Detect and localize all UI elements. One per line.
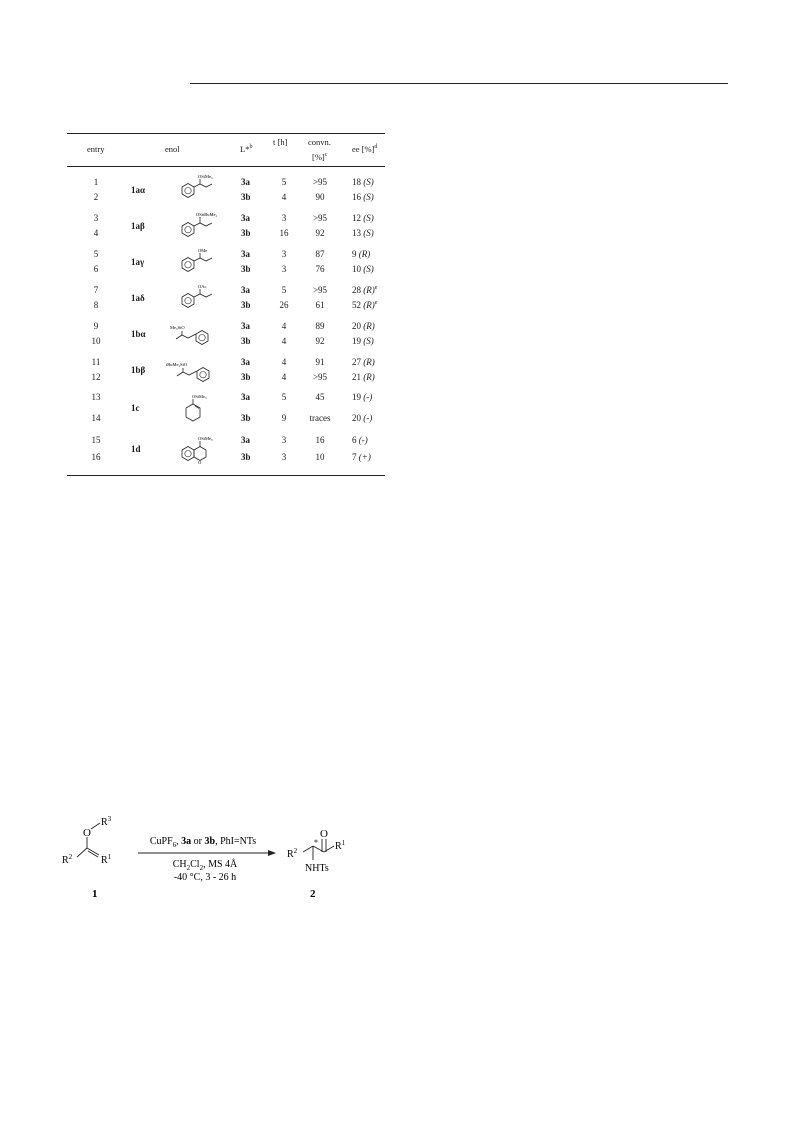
ee-value: 20 [352,413,361,423]
cell-time: 9 [281,413,287,423]
ee-configuration: (-) [363,413,373,423]
ee-value: 7 [352,452,357,462]
cell-entry: 1 [93,177,99,187]
structure-1a-delta [172,281,230,311]
ee-value: 9 [352,249,357,259]
cell-time: 3 [281,249,287,259]
reactant-1 [62,815,112,900]
ee-configuration: (+) [358,452,371,462]
substituent-label: OSiMe₃ [198,436,213,441]
substituent-label: OSiMe₃ [192,394,207,399]
cell-time: 4 [281,192,287,202]
enol-label: 1aβ [131,221,145,231]
cell-conversion: 90 [315,192,325,202]
cell-ligand: 3b [241,372,251,382]
ee-value: 21 [352,372,361,382]
cell-conversion: >95 [312,285,328,295]
cell-ligand: 3b [241,452,251,462]
cell-time: 26 [279,300,289,310]
enol-label: 1c [131,403,140,413]
temperature-time-text: -40 °C, 3 - 26 h [173,872,237,883]
ee-configuration: (R) [363,321,375,331]
reactant-r2: $R^2$ [62,853,73,866]
substituent-label: Me₃SiO [170,325,185,330]
cell-entry: 9 [93,321,99,331]
ee-value: 28 [352,285,361,295]
cell-ligand: 3b [241,228,251,238]
ee-configuration: (S) [363,177,374,187]
cell-entry: 15 [91,435,101,445]
cell-ligand: 3a [241,321,250,331]
structure-1b-alpha [168,322,230,348]
ee-configuration: (-) [363,392,373,402]
cell-entry: 6 [93,264,99,274]
cell-conversion: 61 [315,300,325,310]
cell-time: 5 [281,392,287,402]
cell-entry: 8 [93,300,99,310]
structure-1d [172,432,230,472]
enol-label: 1d [131,444,141,454]
cell-time: 3 [281,452,287,462]
cell-entry: 11 [91,357,101,367]
table-header-rule [67,166,385,167]
cell-ee [352,214,374,223]
substituent-label: OSiMe₃ [198,174,213,179]
ee-value: 12 [352,213,361,223]
reactant-number: 1 [92,888,98,900]
product-number: 2 [310,888,316,900]
header-conversion-unit: [%]$^c$ [312,152,328,162]
cell-conversion: 76 [315,264,325,274]
cell-time: 3 [281,435,287,445]
cell-ligand: 3a [241,285,250,295]
header-conversion: convn. [308,137,331,147]
ee-value: 27 [352,357,361,367]
cell-conversion: 16 [315,435,325,445]
ee-value: 19 [352,392,361,402]
cell-time: 5 [281,177,287,187]
reactant-r3: $R^3$ [101,815,112,828]
enol-label: 1bβ [131,365,146,375]
ee-value: 10 [352,264,361,274]
cell-entry: 7 [93,285,99,295]
cell-ligand: 3b [241,336,251,346]
cell-ee [352,358,375,367]
substituent-label: OMe [198,248,208,253]
cell-ee [352,193,374,202]
cell-conversion: 87 [315,249,325,259]
ee-value: 13 [352,228,361,238]
product-r2: $R^2$ [287,847,298,860]
ee-configuration: (S) [363,336,374,346]
product-nhts: NHTs [305,863,329,874]
ee-configuration: (-) [358,435,368,445]
cell-ligand: 3a [241,392,250,402]
ee-configuration: (S) [363,264,374,274]
cell-conversion: 10 [315,452,325,462]
cell-entry: 4 [93,228,99,238]
cell-ligand: 3b [241,192,251,202]
structure-1a-gamma [172,245,230,275]
cell-ligand: 3a [241,435,250,445]
cell-entry: 16 [91,452,101,462]
enol-label: 1aδ [131,293,145,303]
cell-time: 3 [281,264,287,274]
ee-configuration: (R) [358,249,371,259]
reaction-arrow [138,836,276,883]
reactant-r1: $R^1$ [101,853,112,866]
substituent-label: OAc [198,284,207,289]
ee-value: 6 [352,435,357,445]
ee-configuration: (R) [363,300,375,310]
cell-ee [352,301,377,310]
header-entry: entry [87,144,105,154]
product-2 [287,828,346,900]
ee-value: 18 [352,177,361,187]
ring-oxygen-label: O [198,460,202,465]
cell-time: 4 [281,372,287,382]
ee-footnote: e [374,285,378,291]
table-top-rule [67,133,385,134]
header-enol: enol [165,144,180,154]
header-time: t [h] [273,137,288,147]
cell-ligand: 3a [241,249,250,259]
cell-ee [352,453,371,462]
cell-entry: 14 [91,413,101,423]
cell-ee [352,337,374,346]
cell-ligand: 3b [241,413,251,423]
cell-entry: 13 [91,392,101,402]
cell-ligand: 3b [241,300,251,310]
cell-conversion: >95 [312,372,328,382]
cell-ee [352,265,374,274]
ee-configuration: (S) [363,213,374,223]
cell-conversion: 91 [315,357,325,367]
cell-ee [352,373,375,382]
cell-ligand: 3b [241,264,251,274]
cell-conversion: 45 [315,392,325,402]
enol-label: 1aγ [131,257,145,267]
cell-ee [352,436,368,445]
cell-ligand: 3a [241,213,250,223]
cell-time: 4 [281,357,287,367]
ee-configuration: (S) [363,192,374,202]
cell-entry: 5 [93,249,99,259]
cell-time: 3 [281,213,287,223]
structure-1a-beta [172,209,230,241]
ee-value: 19 [352,336,361,346]
structure-1c [172,392,230,436]
ee-configuration: (R) [363,372,375,382]
reaction-scheme [55,815,395,915]
solvent-text: $CH_2Cl_2$, MS 4Å [172,859,238,872]
cell-ligand: 3a [241,357,250,367]
substituent-label: OSitBuMe₂ [196,212,218,217]
table-bottom-rule [67,475,385,476]
cell-entry: 10 [91,336,101,346]
cell-conversion: >95 [312,213,328,223]
cell-time: 4 [281,336,287,346]
ee-configuration: (R) [363,285,375,295]
enol-label: 1bα [131,329,146,339]
cell-time: 16 [279,228,289,238]
cell-entry: 2 [93,192,99,202]
product-r1: $R^1$ [335,839,346,852]
ee-value: 16 [352,192,361,202]
cell-conversion: 92 [315,228,325,238]
header-ligand: L*$^b$ [240,144,253,154]
substituent-label: tBuMe₂SiO [166,362,188,367]
cell-entry: 3 [93,213,99,223]
cell-ee [352,229,374,238]
ee-configuration: (S) [363,228,374,238]
cell-ee [352,393,372,402]
cell-ligand: 3a [241,177,250,187]
cell-time: 4 [281,321,287,331]
ee-configuration: (R) [363,357,375,367]
cell-conversion: >95 [312,177,328,187]
reactant-oxygen: O [83,827,91,839]
header-ee: ee [%]$^d$ [352,144,378,154]
page-header-rule [190,83,728,84]
ee-value: 52 [352,300,361,310]
cell-ee [352,322,375,331]
cell-ee [352,414,372,423]
cell-conversion: 89 [315,321,325,331]
cell-ee [352,286,377,295]
enol-label: 1aα [131,185,146,195]
stereocenter-star: * [314,838,318,847]
cell-time: 5 [281,285,287,295]
reagents-text: CuPF$_6$, 3a or 3b, PhI=NTs [149,836,257,849]
product-oxygen: O [320,828,328,840]
ee-footnote: e [374,300,378,306]
ee-value: 20 [352,321,361,331]
structure-1a-alpha [172,172,230,202]
cell-conversion: traces [309,413,331,423]
structure-1b-beta [165,358,230,386]
cell-ee [352,178,374,187]
cell-conversion: 92 [315,336,325,346]
cell-entry: 12 [91,372,101,382]
cell-ee [352,250,370,259]
